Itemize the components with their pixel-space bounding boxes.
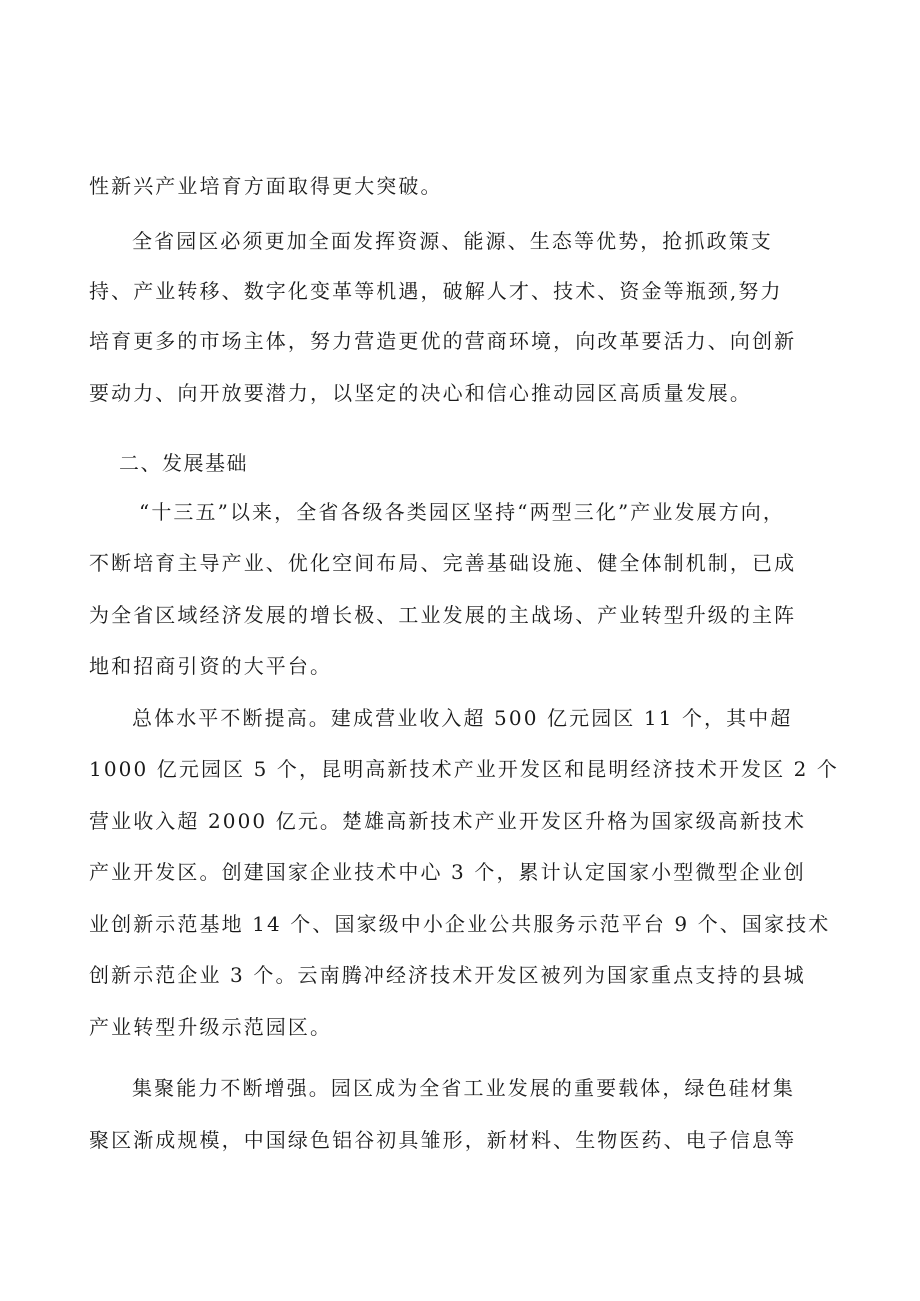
- paragraph-line: 要动力、向开放要潜力，以坚定的决心和信心推动园区高质量发展。: [89, 381, 752, 405]
- paragraph-line: 产业转型升级示范园区。: [89, 1015, 333, 1039]
- paragraph-line: 性新兴产业培育方面取得更大突破。: [89, 174, 443, 198]
- paragraph-line: 培育更多的市场主体，努力营造更优的营商环境，向改革要活力、向创新: [89, 329, 797, 353]
- paragraph-line: 不断培育主导产业、优化空间布局、完善基础设施、健全体制机制，已成: [89, 551, 797, 575]
- paragraph-line: 总体水平不断提高。建成营业收入超 500 亿元园区 11 个，其中超: [132, 706, 793, 730]
- paragraph-line: 为全省区域经济发展的增长极、工业发展的主战场、产业转型升级的主阵: [89, 603, 797, 627]
- paragraph-line: 集聚能力不断增强。园区成为全省工业发展的重要载体，绿色硅材集: [132, 1076, 795, 1100]
- paragraph-line: 持、产业转移、数字化变革等机遇，破解人才、技术、资金等瓶颈,努力: [89, 279, 783, 303]
- paragraph-line: 创新示范企业 3 个。云南腾冲经济技术开发区被列为国家重点支持的县城: [89, 963, 806, 987]
- paragraph-line: 业创新示范基地 14 个、国家级中小企业公共服务示范平台 9 个、国家技术: [89, 912, 831, 936]
- section-heading: 二、发展基础: [119, 451, 248, 475]
- paragraph-line: 1000 亿元园区 5 个，昆明高新技术产业开发区和昆明经济技术开发区 2 个: [89, 757, 840, 781]
- paragraph-line: 地和招商引资的大平台。: [89, 654, 333, 678]
- paragraph-line: “十三五”以来，全省各级各类园区坚持“两型三化”产业发展方向，: [139, 500, 785, 524]
- paragraph-line: 产业开发区。创建国家企业技术中心 3 个，累计认定国家小型微型企业创: [89, 860, 806, 884]
- paragraph-line: 聚区渐成规模，中国绿色铝谷初具雏形，新材料、生物医药、电子信息等: [89, 1128, 797, 1152]
- paragraph-line: 营业收入超 2000 亿元。楚雄高新技术产业开发区升格为国家级高新技术: [89, 809, 807, 833]
- paragraph-line: 全省园区必须更加全面发挥资源、能源、生态等优势，抢抓政策支: [132, 229, 773, 253]
